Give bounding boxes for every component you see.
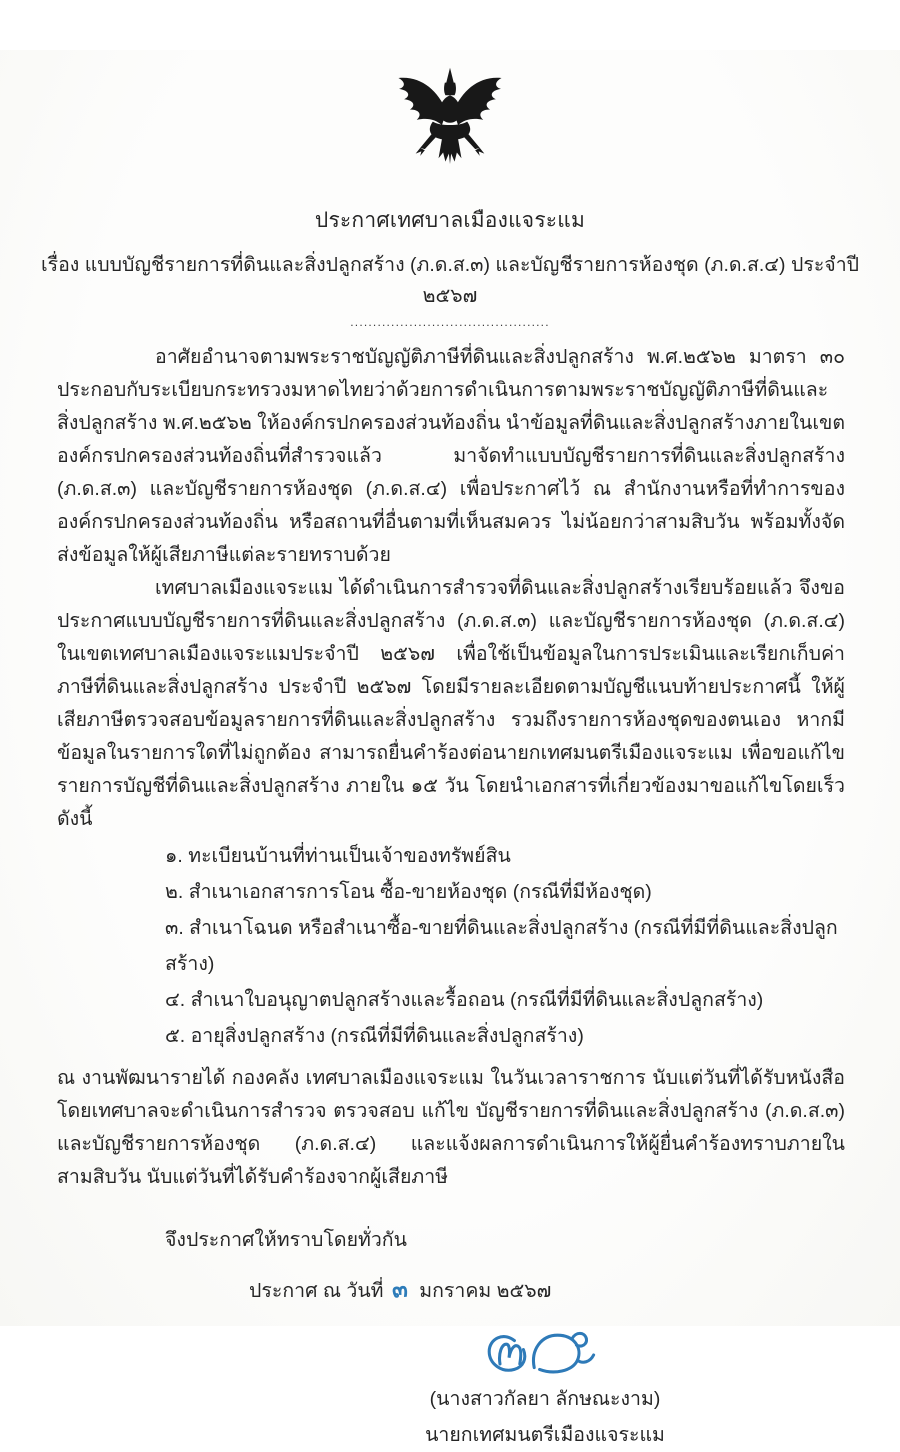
paragraph-legal-basis: อาศัยอำนาจตามพระราชบัญญัติภาษีที่ดินและสิ่งปลูกสร้าง พ.ศ.๒๕๖๒ มาตรา ๓๐ ประกอบกับระเบียบกระทรวงมหาดไทยว่าด้วยการดำเนินการตามพระราชบัญญัติภาษีที่ดินและสิ่งปลูกสร้าง พ.ศ.๒๕๖๒ ให้องค์กรปกครองส่วนท้องถิ่น นำข้อมูลที่ดินและสิ่งปลูกสร้างภายในเขตองค์กรปกครองส่วนท้องถิ่นที่สำรวจแล้ว มาจัดทำแบบบัญชีรายการที่ดินและสิ่งปลูกสร้าง (ภ.ด.ส.๓) และบัญชีรายการห้องชุด (ภ.ด.ส.๔) เพื่อประกาศไว้ ณ สำนักงานหรือที่ทำการขององค์กรปกครองส่วนท้องถิ่น หรือสถานที่อื่นตามที่เห็นสมควร ไม่น้อยกว่าสามสิบวัน พร้อมทั้งจัดส่งข้อมูลให้ผู้เสียภาษีแต่ละรายทราบด้วย — [57, 346, 845, 566]
list-item: ๕. อายุสิ่งปลูกสร้าง (กรณีที่มีที่ดินและสิ่งปลูกสร้าง) — [165, 1025, 584, 1047]
required-documents-list — [57, 838, 845, 1054]
list-item: ๒. สำเนาเอกสารการโอน ซื้อ-ขายห้องชุด (กรณีที่มีห้องชุด) — [165, 881, 652, 903]
garuda-emblem-icon — [387, 50, 513, 192]
announcement-date-line — [249, 1273, 845, 1308]
signature-scribble-icon — [410, 1328, 680, 1382]
handwritten-day-number: ๓ — [390, 1275, 409, 1303]
signer-name: (นางสาวกัลยา ลักษณะงาม) — [429, 1388, 661, 1410]
closing-statement: จึงประกาศให้ทราบโดยทั่วกัน — [165, 1229, 407, 1251]
paragraph-office-info: ณ งานพัฒนารายได้ กองคลัง เทศบาลเมืองแจระแม ในวันเวลาราชการ นับแต่วันที่ได้รับหนังสือ โดยเทศบาลจะดำเนินการสำรวจ ตรวจสอบ แก้ไข บัญชีรายการที่ดินและสิ่งปลูกสร้าง (ภ.ด.ส.๓) และบัญชีรายการห้องชุด (ภ.ด.ส.๔) และแจ้งผลการดำเนินการให้ผู้ยื่นคำร้องทราบภายในสามสิบวัน นับแต่วันที่ได้รับคำร้องจากผู้เสียภาษี — [57, 1067, 845, 1188]
page-title: ประกาศเทศบาลเมืองแจระแม — [314, 209, 586, 232]
document-page — [0, 50, 900, 1446]
signature-block — [410, 1328, 680, 1452]
paragraph-announcement: เทศบาลเมืองแจระแม ได้ดำเนินการสำรวจที่ดินและสิ่งปลูกสร้างเรียบร้อยแล้ว จึงขอประกาศแบบบัญชีรายการที่ดินและสิ่งปลูกสร้าง (ภ.ด.ส.๓) และบัญชีรายการห้องชุด (ภ.ด.ส.๔) ในเขตเทศบาลเมืองแจระแมประจำปี ๒๕๖๗ เพื่อใช้เป็นข้อมูลในการประเมินและเรียกเก็บค่าภาษีที่ดินและสิ่งปลูกสร้าง ประจำปี ๒๕๖๗ โดยมีรายละเอียดตามบัญชีแนบท้ายประกาศนี้ ให้ผู้เสียภาษีตรวจสอบข้อมูลรายการที่ดินและสิ่งปลูกสร้าง รวมถึงรายการห้องชุดของตนเอง หากมีข้อมูลในรายการใดที่ไม่ถูกต้อง สามารถยื่นคำร้องต่อนายกเทศมนตรีเมืองแจระแม เพื่อขอแก้ไขรายการบัญชีที่ดินและสิ่งปลูกสร้าง ภายใน ๑๕ วัน โดยนำเอกสารที่เกี่ยวข้องมาขอแก้ไขโดยเร็ว ดังนี้ — [57, 577, 845, 830]
signer-title: นายกเทศมนตรีเมืองแจระแม — [425, 1424, 665, 1446]
list-item: ๔. สำเนาใบอนุญาตปลูกสร้างและรื้อถอน (กรณีที่มีที่ดินและสิ่งปลูกสร้าง) — [165, 989, 764, 1011]
document-body — [57, 341, 845, 1308]
date-suffix: มกราคม ๒๕๖๗ — [419, 1280, 552, 1302]
dotted-divider: ............................................ — [350, 315, 550, 329]
list-item: ๓. สำเนาโฉนด หรือสำเนาซื้อ-ขายที่ดินและสิ่งปลูกสร้าง (กรณีที่มีที่ดินและสิ่งปลูกสร้าง) — [165, 917, 838, 975]
date-prefix: ประกาศ ณ วันที่ — [249, 1280, 384, 1302]
subject-line: เรื่อง แบบบัญชีรายการที่ดินและสิ่งปลูกสร้าง (ภ.ด.ส.๓) และบัญชีรายการห้องชุด (ภ.ด.ส.๔) ประจำปี ๒๕๖๗ — [40, 254, 860, 307]
list-item: ๑. ทะเบียนบ้านที่ท่านเป็นเจ้าของทรัพย์สิน — [165, 845, 511, 867]
